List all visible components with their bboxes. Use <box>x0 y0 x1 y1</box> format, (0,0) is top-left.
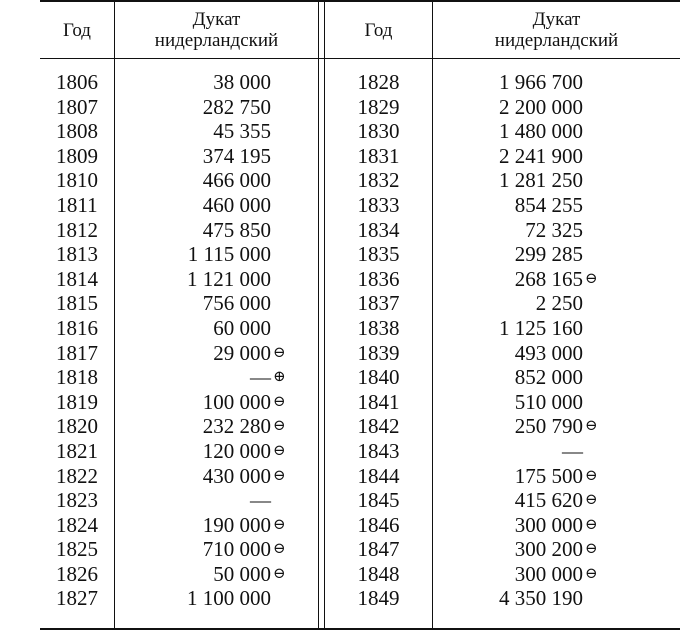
year-cell: 1806 <box>56 70 98 94</box>
year-cell: 1808 <box>56 119 98 144</box>
right-year-column <box>325 70 432 611</box>
ducat-value-cell: 852 000 <box>514 365 583 390</box>
ducat-value-cell: 475 850 <box>202 217 271 242</box>
year-cell: 1831 <box>357 143 400 168</box>
ducat-value-cell: 300 000 <box>514 561 583 586</box>
year-cell: 1835 <box>357 242 400 267</box>
ducat-value-cell: 466 000 <box>202 168 271 193</box>
footnote-mark: ⊖ <box>585 565 598 582</box>
year-cell: 1829 <box>357 94 400 119</box>
footnote-mark <box>585 95 598 120</box>
ducat-value-cell: 190 000 <box>202 512 271 537</box>
year-cell: 1818 <box>56 365 98 390</box>
year-cell: 1809 <box>56 143 98 168</box>
ducat-value-cell: 1 966 700 <box>499 70 583 94</box>
footnote-mark: ⊖ <box>273 393 286 410</box>
ducat-value-cell: 460 000 <box>202 192 271 217</box>
year-cell: 1847 <box>357 537 400 562</box>
year-cell: 1824 <box>56 512 98 537</box>
left-year-column <box>40 70 114 611</box>
ducat-value-cell: 510 000 <box>514 389 583 414</box>
header-year-label: Год <box>63 19 91 41</box>
header-value-line2: нидерландский <box>154 30 279 51</box>
year-cell: 1807 <box>56 94 98 119</box>
year-cell: 1814 <box>56 266 98 291</box>
year-cell: 1820 <box>56 414 98 439</box>
footnote-mark: ⊖ <box>273 565 286 582</box>
header-year-label: Год <box>364 19 393 41</box>
ducat-value-cell: 120 000 <box>202 438 271 463</box>
ducat-value-cell: 2 241 900 <box>499 143 583 168</box>
year-cell: 1819 <box>56 389 98 414</box>
footnote-mark <box>273 95 286 120</box>
ducat-value-cell: 50 000 <box>213 561 271 586</box>
footnote-mark: ⊖ <box>273 442 286 459</box>
ducat-value-cell: 710 000 <box>202 537 271 562</box>
ducat-value-cell: 1 480 000 <box>499 119 583 144</box>
year-cell: 1828 <box>357 70 400 94</box>
footnote-mark: ⊖ <box>585 418 598 435</box>
footnote-mark <box>585 144 598 169</box>
year-cell: 1817 <box>56 340 98 365</box>
footnote-mark: ⊖ <box>585 492 598 509</box>
footnote-mark <box>273 168 286 193</box>
footnote-mark <box>273 291 286 316</box>
ducat-value-cell: 1 125 160 <box>499 315 583 340</box>
header-year-right <box>325 4 432 56</box>
year-cell: 1846 <box>357 512 400 537</box>
footnote-mark <box>273 218 286 243</box>
year-cell: 1813 <box>56 242 98 267</box>
header-value-line1: Дукат <box>532 9 581 30</box>
year-cell: 1816 <box>56 315 98 340</box>
header-value-right <box>433 4 680 56</box>
footnote-mark: ⊖ <box>273 418 286 435</box>
ducat-value-cell: 1 281 250 <box>499 168 583 193</box>
footnote-mark <box>585 70 598 95</box>
ducat-value-cell: 2 200 000 <box>499 94 583 119</box>
ducat-value-cell: 175 500 <box>514 463 583 488</box>
header-year-left <box>40 4 114 56</box>
ducat-value-cell: 415 620 <box>514 488 583 513</box>
ducat-value-cell: 232 280 <box>202 414 271 439</box>
ducat-value-cell: 282 750 <box>202 94 271 119</box>
year-cell: 1839 <box>357 340 400 365</box>
ducat-value-cell: 374 195 <box>202 143 271 168</box>
footnote-mark: ⊕ <box>273 369 286 386</box>
ducat-value-cell: 300 200 <box>514 537 583 562</box>
footnote-mark: ⊖ <box>585 270 598 287</box>
footnote-mark: ⊖ <box>585 541 598 558</box>
footnote-mark <box>273 119 286 144</box>
year-cell: 1841 <box>357 389 400 414</box>
ducat-value-cell: 1 121 000 <box>187 266 271 291</box>
footnote-mark <box>585 242 598 267</box>
footnote-mark <box>585 168 598 193</box>
header-value-line2: нидерландский <box>494 30 619 51</box>
ducat-value-cell: 4 350 190 <box>499 586 583 611</box>
footnote-mark: ⊖ <box>273 541 286 558</box>
footnote-mark: ⊖ <box>585 516 598 533</box>
column-divider-double-a <box>318 0 319 628</box>
year-cell: 1826 <box>56 561 98 586</box>
ducat-value-cell: 268 165 <box>514 266 583 291</box>
ducat-value-cell: 2 250 <box>535 291 583 316</box>
ducat-value-cell: — <box>250 365 271 390</box>
footnote-mark <box>273 267 286 292</box>
year-cell: 1825 <box>56 537 98 562</box>
ducat-value-cell: 300 000 <box>514 512 583 537</box>
year-cell: 1833 <box>357 192 400 217</box>
year-cell: 1845 <box>357 488 400 513</box>
ducat-value-cell: 29 000 <box>213 340 271 365</box>
year-cell: 1843 <box>357 438 400 463</box>
footnote-mark <box>585 218 598 243</box>
footnote-mark <box>585 291 598 316</box>
footnote-mark <box>585 390 598 415</box>
footnote-mark <box>273 316 286 341</box>
year-cell: 1834 <box>357 217 400 242</box>
ducat-value-cell: 250 790 <box>514 414 583 439</box>
footnote-mark <box>585 119 598 144</box>
year-cell: 1848 <box>357 561 400 586</box>
year-cell: 1830 <box>357 119 400 144</box>
footnote-mark: ⊖ <box>585 467 598 484</box>
ducat-value-cell: 1 115 000 <box>187 242 271 267</box>
footnote-mark: ⊖ <box>273 344 286 361</box>
year-cell: 1832 <box>357 168 400 193</box>
table-bottom-rule <box>40 628 680 630</box>
year-cell: 1844 <box>357 463 400 488</box>
ducat-value-cell: 299 285 <box>514 242 583 267</box>
footnote-mark <box>585 365 598 390</box>
left-mark-column <box>273 70 286 611</box>
ducat-value-cell: 45 355 <box>213 119 271 144</box>
header-rule <box>40 58 680 59</box>
footnote-mark <box>585 439 598 464</box>
ducat-value-cell: 72 325 <box>525 217 583 242</box>
year-cell: 1837 <box>357 291 400 316</box>
left-value-column <box>115 70 271 611</box>
ducat-value-cell: 38 000 <box>213 70 271 94</box>
footnote-mark: ⊖ <box>273 516 286 533</box>
header-value-left <box>115 4 318 56</box>
header-value-line1: Дукат <box>192 9 241 30</box>
footnote-mark <box>585 341 598 366</box>
year-cell: 1811 <box>56 192 98 217</box>
year-cell: 1823 <box>56 488 98 513</box>
footnote-mark <box>273 70 286 95</box>
year-cell: 1815 <box>56 291 98 316</box>
year-cell: 1838 <box>357 315 400 340</box>
year-cell: 1810 <box>56 168 98 193</box>
footnote-mark <box>273 586 286 611</box>
year-cell: 1827 <box>56 586 98 611</box>
right-value-column <box>433 70 583 611</box>
year-cell: 1812 <box>56 217 98 242</box>
year-cell: 1842 <box>357 414 400 439</box>
ducat-value-cell: 1 100 000 <box>187 586 271 611</box>
year-cell: 1821 <box>56 438 98 463</box>
right-mark-column <box>585 70 598 611</box>
ducat-value-cell: 60 000 <box>213 315 271 340</box>
year-cell: 1849 <box>357 586 400 611</box>
ducat-value-cell: 100 000 <box>202 389 271 414</box>
ducat-value-cell: — <box>562 438 583 463</box>
footnote-mark <box>585 316 598 341</box>
table-top-rule <box>40 0 680 2</box>
year-cell: 1836 <box>357 266 400 291</box>
ducat-value-cell: 430 000 <box>202 463 271 488</box>
footnote-mark <box>273 242 286 267</box>
year-cell: 1840 <box>357 365 400 390</box>
year-cell: 1822 <box>56 463 98 488</box>
footnote-mark <box>273 488 286 513</box>
ducat-value-cell: 493 000 <box>514 340 583 365</box>
footnote-mark <box>585 193 598 218</box>
ducat-value-cell: — <box>250 488 271 513</box>
footnote-mark <box>585 586 598 611</box>
footnote-mark <box>273 193 286 218</box>
footnote-mark: ⊖ <box>273 467 286 484</box>
footnote-mark <box>273 144 286 169</box>
ducat-value-cell: 854 255 <box>514 192 583 217</box>
ducat-value-cell: 756 000 <box>202 291 271 316</box>
